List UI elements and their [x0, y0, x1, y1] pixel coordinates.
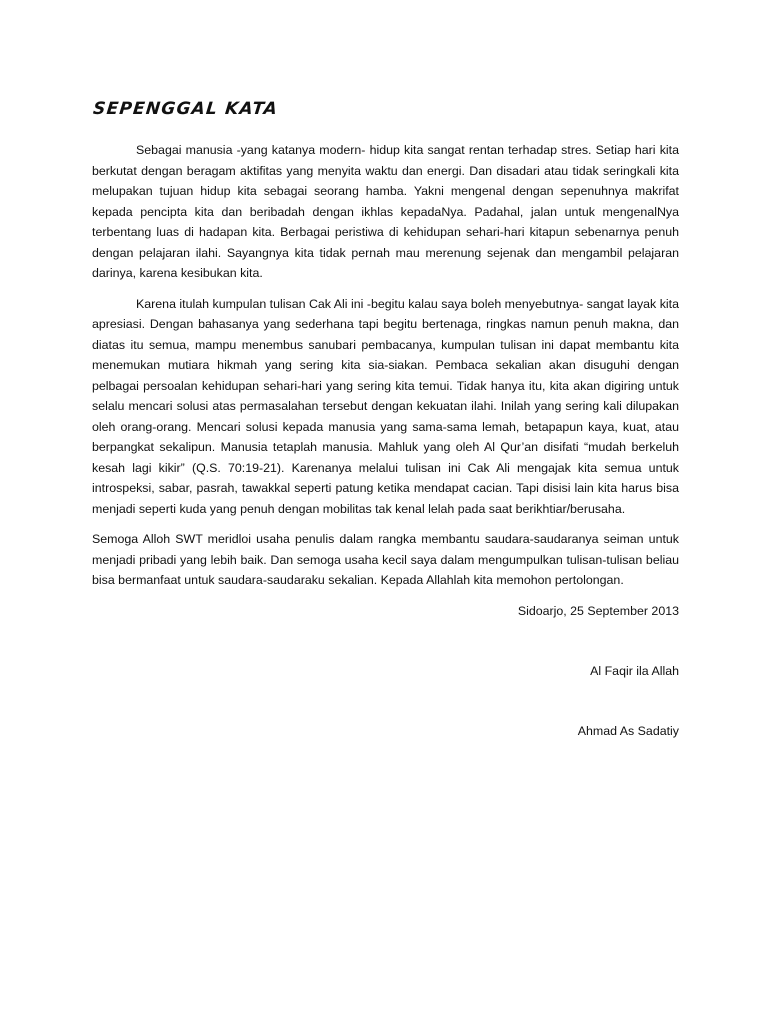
closing-phrase: Al Faqir ila Allah: [590, 663, 679, 678]
place-date: Sidoarjo, 25 September 2013: [517, 603, 679, 618]
document-title: SEPENGGAL KATA: [92, 99, 280, 119]
paragraph-3: Semoga Alloh SWT meridloi usaha penulis dalam rangka membantu saudara-saudaranya seiman untuk menjadi pribadi yang lebih baik. Dan semoga usaha kecil saya dalam mengumpulkan tulisan-tulisan beliau bisa bermanfaat untuk saudara-saudaraku sekalian. Kepada Allahlah kita memohon pertolongan.: [92, 532, 679, 587]
paragraph-2: Karena itulah kumpulan tulisan Cak Ali ini -begitu kalau saya boleh menyebutnya- sangat layak kita apresiasi. Dengan bahasanya yang sederhana tapi begitu bertenaga, ringkas namun penuh makna, dan diatas itu semua, mampu menembus sanubari pembacanya, kumpulan tulisan ini dapat membantu kita menemukan mutiara hikmah yang sering kita sia-siakan. Pembaca sekalian akan disuguhi dengan pelbagai persoalan kehidupan sehari-hari yang sering kita temui. Tidak hanya itu, kita akan digiring untuk selalu mencari solusi atas permasalahan tersebut dengan kekuatan ilahi. Inilah yang sering kali dilupakan oleh orang-orang. Mencari solusi kepada manusia yang sama-sama lemah, betapapun kaya, kuat, atau berpangkat sekalipun. Manusia tetaplah manusia. Mahluk yang oleh Al Qur’an disifati “mudah berkeluh kesah lagi kikir” (Q.S. 70:19-21). Karenanya melalui tulisan ini Cak Ali mengajak kita semua untuk introspeksi, sabar, pasrah, tawakkal seperti patung ketika mendapat cacian. Tapi disisi lain kita harus bisa menjadi seperti kuda yang penuh dengan mobilitas tak kenal lelah pada saat berikhtiar/berusaha.: [92, 296, 679, 516]
author-name: Ahmad As Sadatiy: [577, 723, 679, 738]
document-page: [92, 98, 679, 741]
paragraph-1: Sebagai manusia -yang katanya modern- hidup kita sangat rentan terhadap stres. Setiap hari kita berkutat dengan beragam aktifitas yang menyita waktu dan energi. Dan disadari atau tidak seringkali kita melupakan tujuan hidup kita sebagai seorang hamba. Yakni mengenal dengan sepenuhnya makrifat kepada pencipta kita dan beribadah dengan ikhlas kepadaNya. Padahal, jalan untuk mengenalNya terbentang luas di hadapan kita. Berbagai peristiwa di kehidupan sehari-hari kitapun sebenarnya penuh dengan pelajaran ilahi. Sayangnya kita tidak pernah mau merenung sejenak dan mengambil pelajaran darinya, karena kesibukan kita.: [92, 143, 679, 280]
